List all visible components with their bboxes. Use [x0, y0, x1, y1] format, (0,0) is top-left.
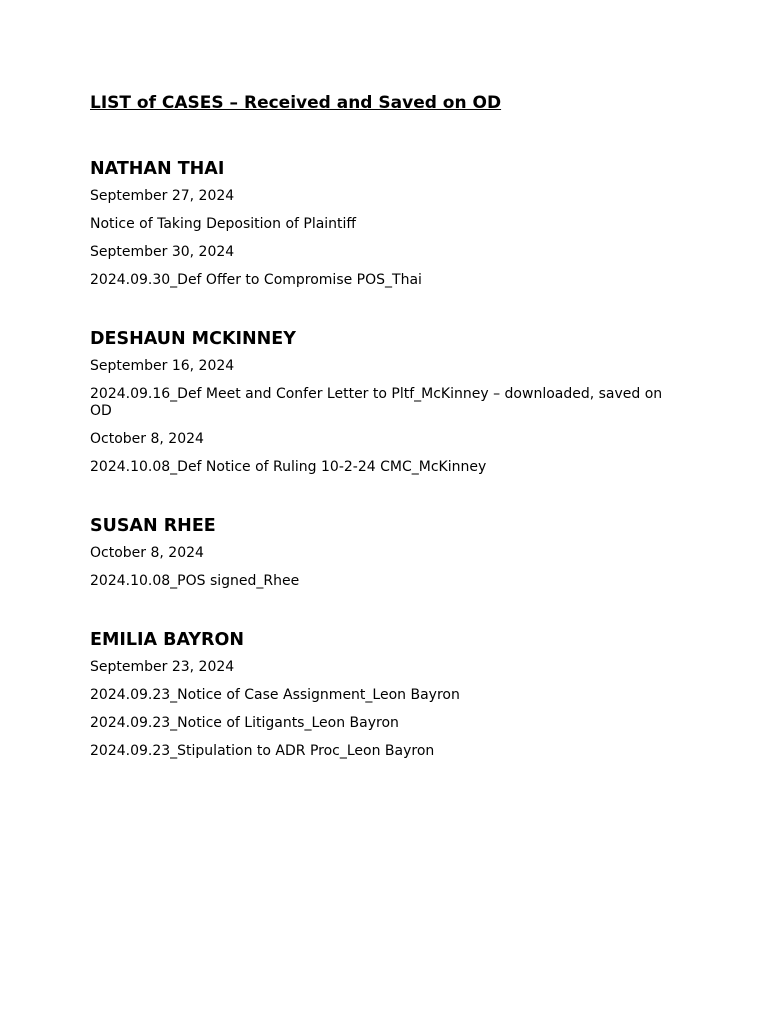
case-name: DESHAUN MCKINNEY: [90, 329, 296, 349]
case-entry-date: September 30, 2024: [90, 244, 235, 260]
case-entries: [90, 659, 668, 760]
case-entry-document: 2024.09.23_Notice of Litigants_Leon Bayron: [90, 715, 399, 731]
case-section-nathan-thai: [90, 158, 668, 289]
case-entry-date: October 8, 2024: [90, 431, 204, 447]
case-entry-document: 2024.09.30_Def Offer to Compromise POS_Thai: [90, 272, 422, 288]
case-name: SUSAN RHEE: [90, 516, 216, 536]
case-entries: [90, 188, 668, 289]
case-entry-document: 2024.09.23_Notice of Case Assignment_Leon Bayron: [90, 687, 460, 703]
document-title: LIST of CASES – Received and Saved on OD: [90, 93, 502, 113]
case-name: EMILIA BAYRON: [90, 630, 245, 650]
case-section-susan-rhee: [90, 515, 668, 590]
case-entries: [90, 545, 668, 590]
case-entries: [90, 358, 668, 476]
case-entry-date: September 23, 2024: [90, 659, 235, 675]
case-entry-document: 2024.10.08_POS signed_Rhee: [90, 573, 300, 589]
case-entry-date: October 8, 2024: [90, 545, 204, 561]
case-section-deshaun-mckinney: [90, 328, 668, 476]
case-entry-date: September 16, 2024: [90, 358, 235, 374]
case-entry-document: 2024.09.23_Stipulation to ADR Proc_Leon Bayron: [90, 743, 435, 759]
case-entry-document: 2024.09.16_Def Meet and Confer Letter to Pltf_McKinney – downloaded, saved on OD: [90, 386, 663, 419]
case-entry-document: Notice of Taking Deposition of Plaintiff: [90, 216, 357, 232]
case-entry-date: September 27, 2024: [90, 188, 235, 204]
case-entry-document: 2024.10.08_Def Notice of Ruling 10-2-24 CMC_McKinney: [90, 459, 487, 475]
case-name: NATHAN THAI: [90, 159, 225, 179]
case-section-emilia-bayron: [90, 629, 668, 760]
